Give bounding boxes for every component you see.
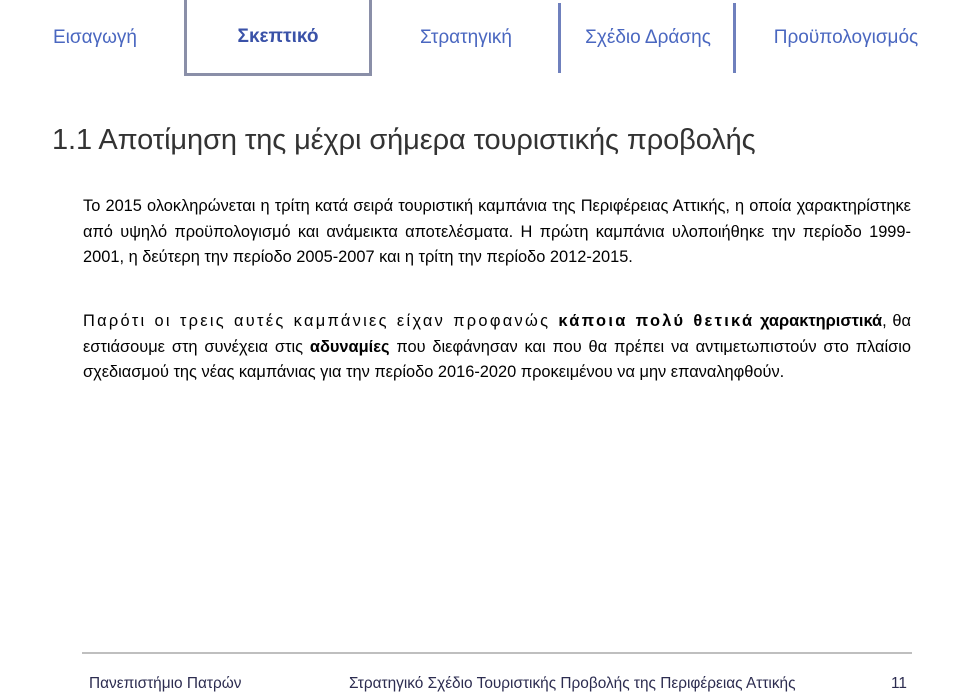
paragraph-weaknesses [83,309,911,386]
nav-tab-strategy[interactable] [396,0,536,76]
nav-separator [558,3,561,73]
emphasis-positive: κάποια πολύ θετικά [558,312,755,330]
paragraph-text: που διεφάνησαν και που θα πρέπει να αντιμετωπιστούν στο πλαίσιο σχεδιασμού της νέας καμπάνιας για την περίοδο 2016-2020 προκειμένου να μην επαναληφθούν. [83,337,911,381]
nav-tab-introduction[interactable] [22,0,168,76]
paragraph-text: Παρότι οι τρεις αυτές καμπάνιες είχαν προφανώς [83,312,559,330]
footer-divider [82,652,912,654]
nav-tab-label: Εισαγωγή [52,27,137,48]
top-navigation [0,0,960,76]
nav-tab-budget[interactable] [748,0,944,76]
section-title: 1.1 Αποτίμηση της μέχρι σήμερα τουριστικής προβολής [52,124,756,156]
emphasis-characteristics: χαρακτηριστικά [760,312,883,330]
nav-tab-label: Σκεπτικό [237,25,319,47]
footer-document-title: Στρατηγικό Σχέδιο Τουριστικής Προβολής της Περιφέρειας Αττικής [349,675,796,692]
page-number: 11 [891,675,907,692]
footer-institution: Πανεπιστήμιο Πατρών [89,675,242,692]
nav-separator [733,3,736,73]
paragraph-intro: Το 2015 ολοκληρώνεται η τρίτη κατά σειρά τουριστική καμπάνια της Περιφέρειας Αττικής, η οποία χαρακτηρίστηκε από υψηλό προϋπολογισμό και ανάμεικτα αποτελέσματα. Η πρώτη καμπάνια υλοποιήθηκε την περίοδο 1999-2001, η δεύτερη την περίοδο 2005-2007 και η τρίτη την περίοδο 2012-2015. [83,197,911,266]
paragraph-text: , θα εστιάσουμε στη συνέχεια στις [83,312,911,356]
nav-tab-action-plan[interactable] [566,0,730,76]
nav-tab-rationale[interactable] [184,0,372,76]
nav-tab-label: Σχέδιο Δράσης [585,27,711,48]
nav-tab-label: Στρατηγική [420,27,512,48]
nav-tab-label: Προϋπολογισμός [773,27,919,48]
emphasis-weaknesses: αδυναμίες [309,337,390,356]
